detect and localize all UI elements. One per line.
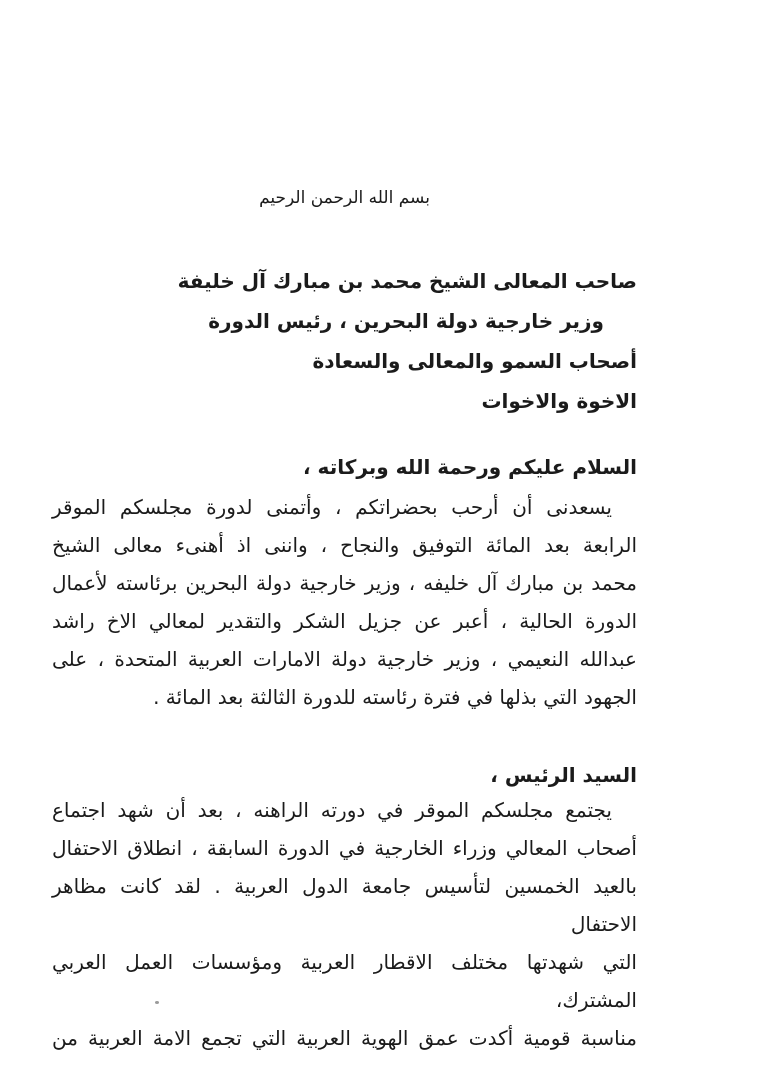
scan-speck [155,1001,159,1004]
salutation-line: السلام عليكم ورحمة الله وبركاته ، [303,455,637,479]
section-heading-president: السيد الرئيس ، [490,763,637,787]
paragraph1-line-6: الجهود التي بذلها في فترة رئاسته للدورة الثالثة بعد المائة . [153,685,637,709]
paragraph1-line-1: يسعدنى أن أرحب بحضراتكم ، وأتمنى لدورة مجلسكم الموقر [52,495,612,519]
paragraph2-line-4: التي شهدتها مختلف الاقطار العربية ومؤسسات العمل العربي المشترك، [52,950,637,1012]
paragraph2-line-1: يجتمع مجلسكم الموقر في دورته الراهنه ، بعد أن شهد اجتماع [52,798,612,822]
addressee-line-3: أصحاب السمو والمعالى والسعادة [312,349,637,373]
paragraph1-line-3: محمد بن مبارك آل خليفه ، وزير خارجية دولة البحرين برئاسته لأعمال [52,571,637,595]
paragraph2-line-3: بالعيد الخمسين لتأسيس جامعة الدول العربية . لقد كانت مظاهر الاحتفال [52,874,637,936]
basmala-line: بسم الله الرحمن الرحيم [259,188,430,208]
addressee-line-1: صاحب المعالى الشيخ محمد بن مبارك آل خليفة [177,269,637,293]
body-paragraph-2 [52,791,637,1057]
addressee-block [52,261,637,421]
paragraph1-line-5: عبدالله النعيمي ، وزير خارجية دولة الامارات العربية المتحدة ، على [52,647,637,671]
addressee-line-2: وزير خارجية دولة البحرين ، رئيس الدورة [208,309,604,333]
paragraph1-line-2: الرابعة بعد المائة التوفيق والنجاح ، واننى اذ أهنىء معالى الشيخ [52,533,637,557]
paragraph2-line-5: مناسبة قومية أكدت عمق الهوية العربية التي تجمع الامة العربية من [52,1026,637,1050]
paragraph2-line-2: أصحاب المعالي وزراء الخارجية في الدورة السابقة ، انطلاق الاحتفال [52,836,637,860]
paragraph1-line-4: الدورة الحالية ، أعبر عن جزيل الشكر والتقدير لمعالي الاخ راشد [52,609,637,633]
addressee-line-4: الاخوة والاخوات [481,389,637,413]
body-paragraph-1 [52,488,637,716]
